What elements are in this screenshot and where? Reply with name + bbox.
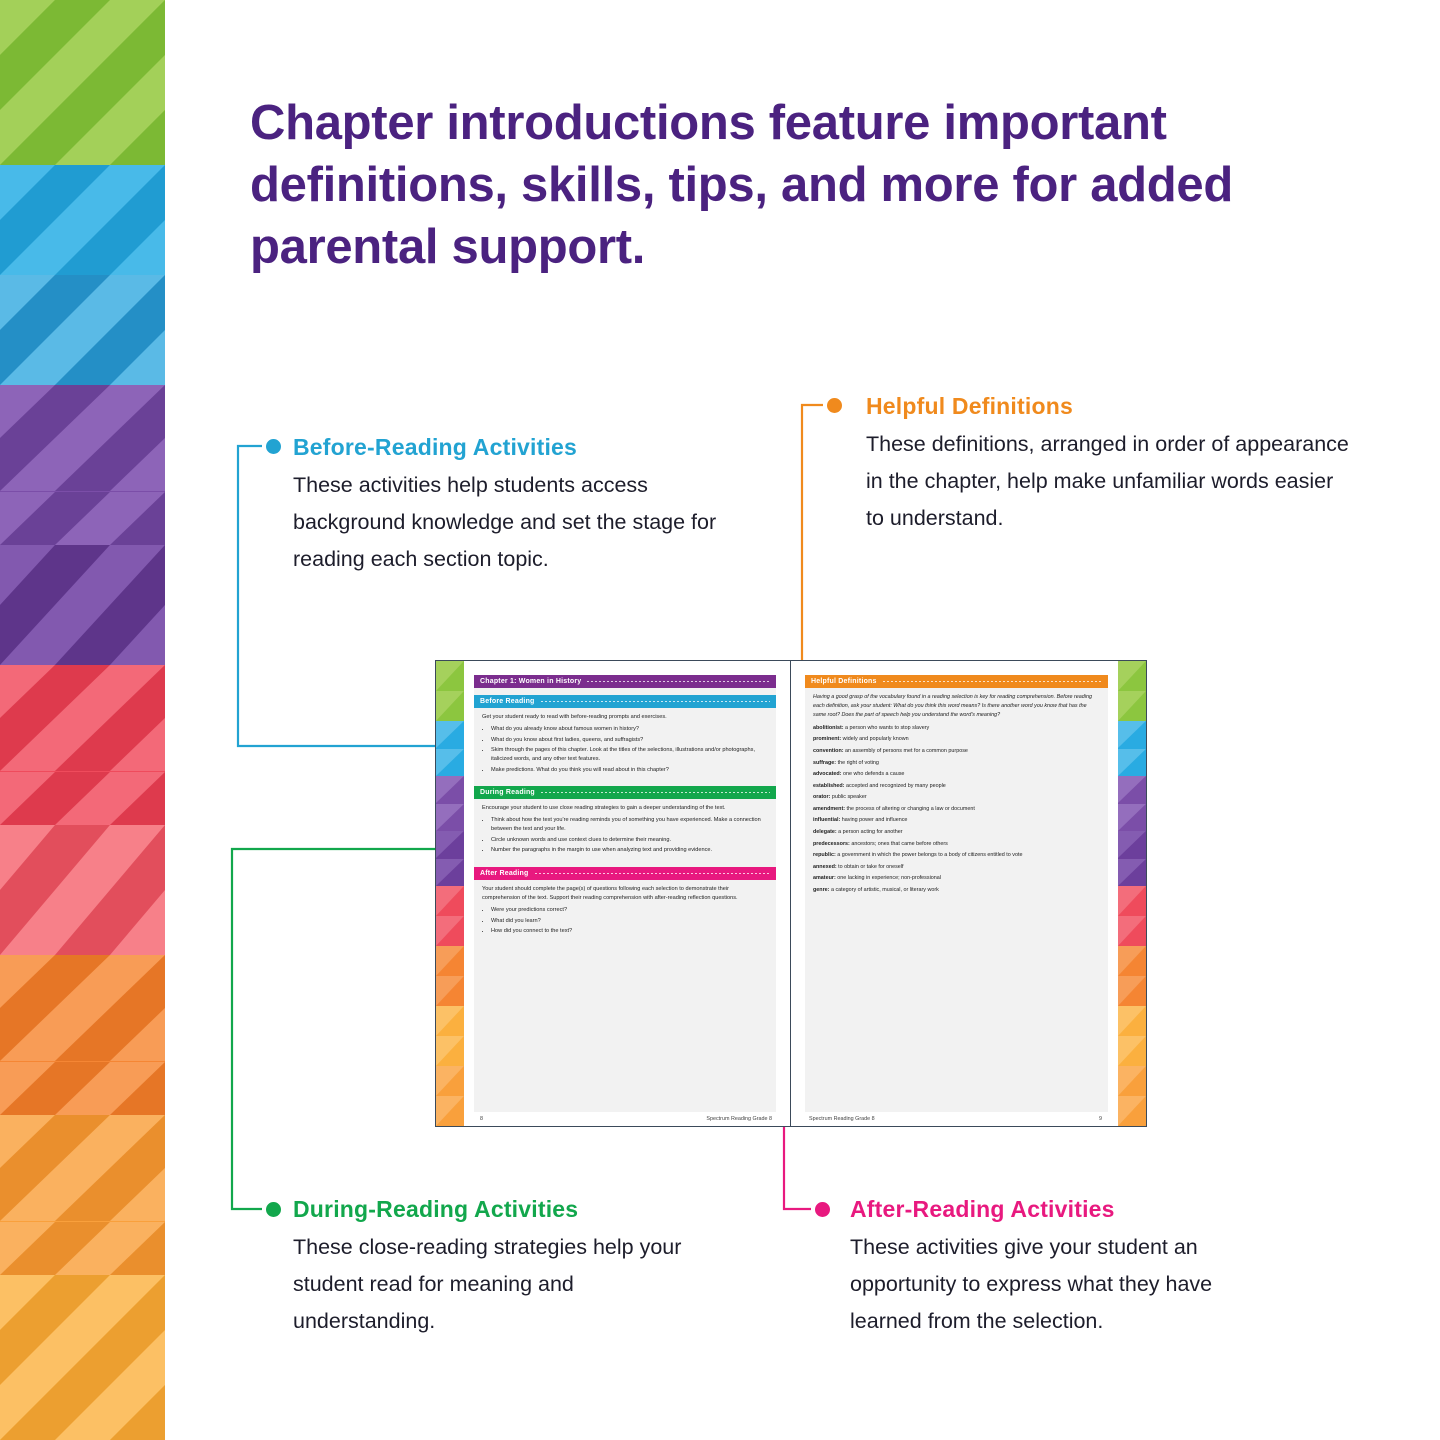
- list-item: • Make predictions. What do you think you will read about in this chapter?: [491, 766, 768, 775]
- after-reading-body: [474, 880, 776, 940]
- page-edge-segment: [1118, 776, 1146, 831]
- bar-dots: [534, 873, 771, 874]
- definition-term: abolitionist:: [813, 724, 844, 731]
- definition-item: [813, 782, 1100, 791]
- page-edge-segment: [1118, 1066, 1146, 1126]
- running-title-right: Spectrum Reading Grade 8: [809, 1116, 875, 1122]
- callout-before-reading: [293, 434, 763, 578]
- definitions-intro: Having a good grasp of the vocabulary found in a reading selection is key for reading comprehension. Before reading each definition, ask your student: What do you think this word means? Is there another word you know that has the same root? Does the part of speech help you understand the word's meaning?: [813, 694, 1092, 718]
- definition-term: convention:: [813, 748, 844, 755]
- page-edge-segment: [1118, 831, 1146, 886]
- definition-text: accepted and recognized by many people: [844, 782, 946, 789]
- definition-item: [813, 770, 1100, 779]
- definition-item: [813, 759, 1100, 768]
- page-edge-segment: [1118, 886, 1146, 946]
- callout-helpful-definitions: [866, 393, 1356, 537]
- definition-term: influential:: [813, 817, 841, 824]
- definition-term: genre:: [813, 886, 830, 893]
- list-item: • Were your predictions correct?: [491, 906, 768, 915]
- page-edge-segment: [436, 831, 464, 886]
- callout-title: Helpful Definitions: [866, 393, 1073, 419]
- page-number-right: 9: [1099, 1116, 1102, 1122]
- definition-text: one who defends a cause: [841, 771, 905, 778]
- during-reading-intro: Encourage your student to use close reading strategies to gain a deeper understanding of the text.: [482, 805, 726, 812]
- definition-term: established:: [813, 782, 845, 789]
- definition-text: a person who wants to stop slavery: [843, 724, 930, 731]
- callout-dot-during: [266, 1202, 281, 1217]
- definition-text: widely and popularly known: [841, 736, 909, 743]
- definition-text: to obtain or take for oneself: [836, 863, 904, 870]
- definitions-list: [813, 724, 1100, 895]
- list-item: • What do you know about first ladies, queens, and suffragists?: [491, 736, 768, 745]
- callout-dot-before: [266, 439, 281, 454]
- during-reading-list: [482, 816, 768, 855]
- before-reading-bar-label: Before Reading: [480, 698, 535, 705]
- bar-dots: [586, 681, 770, 682]
- definition-item: [813, 840, 1100, 849]
- definition-term: amendment:: [813, 805, 846, 812]
- callout-after-reading: [850, 1196, 1250, 1340]
- before-reading-list: [482, 725, 768, 775]
- list-item: • What do you already know about famous women in history?: [491, 725, 768, 734]
- list-item: • How did you connect to the text?: [491, 927, 768, 936]
- chapter-bar-label: Chapter 1: Women in History: [480, 678, 582, 685]
- callout-body: These close-reading strategies help your student read for meaning and understanding.: [293, 1235, 682, 1333]
- bar-dots: [540, 701, 770, 702]
- after-reading-bar: [474, 867, 776, 880]
- after-reading-bar-label: After Reading: [480, 870, 529, 878]
- page-edge-segment: [436, 661, 464, 721]
- before-reading-intro: Get your student ready to read with before-reading prompts and exercises.: [482, 714, 667, 720]
- list-item: • What did you learn?: [491, 917, 768, 926]
- page-edge-segment: [436, 886, 464, 946]
- before-reading-bar: [474, 695, 776, 708]
- definition-term: republic:: [813, 852, 836, 859]
- definition-text: a category of artistic, musical, or literary work: [829, 886, 939, 893]
- before-reading-body: [474, 708, 776, 778]
- page-edge-segment: [1118, 661, 1146, 721]
- callout-dot-helpful: [827, 398, 842, 413]
- page-edge-segment: [1118, 721, 1146, 776]
- definition-text: ancestors; ones that came before others: [849, 840, 948, 847]
- definition-item: [813, 747, 1100, 756]
- page-edge-segment: [1118, 946, 1146, 1006]
- definition-item: [813, 805, 1100, 814]
- definition-text: the process of altering or changing a law or document: [845, 805, 975, 812]
- page-edge-segment: [1118, 1006, 1146, 1066]
- list-item: • Number the paragraphs in the margin to use when analyzing text and providing evidence.: [491, 846, 768, 855]
- book-page-right: [791, 661, 1146, 1126]
- callout-title: During-Reading Activities: [293, 1196, 579, 1222]
- helpful-definitions-bar-label: Helpful Definitions: [811, 678, 877, 685]
- page-edge-segment: [436, 721, 464, 776]
- bar-dots: [882, 681, 1102, 682]
- callout-title: Before-Reading Activities: [293, 434, 578, 460]
- definitions-body: [805, 688, 1108, 899]
- definition-item: [813, 863, 1100, 872]
- definition-item: [813, 724, 1100, 733]
- callout-body: These activities help students access background knowledge and set the stage for reading each section topic.: [293, 473, 717, 571]
- list-item: • Think about how the text you're reading reminds you of something you have experienced. Make a connection between the text and your life.: [491, 816, 768, 834]
- list-item: • Skim through the pages of this chapter. Look at the titles of the selections, illustrations and/or photographs, italicized words, and any other text features.: [491, 746, 768, 764]
- after-reading-intro: Your student should complete the page(s) of questions following each selection to demonstrate their comprehension of the text. Support their reading comprehension with after-reading reflection questions.: [482, 886, 738, 902]
- definition-item: [813, 816, 1100, 825]
- page-edge-left-decoration: [436, 661, 464, 1126]
- definition-text: public speaker: [830, 794, 867, 801]
- definition-term: prominent:: [813, 736, 842, 743]
- helpful-definitions-bar: [805, 675, 1108, 688]
- definition-term: suffrage:: [813, 759, 837, 766]
- callout-during-reading: [293, 1196, 693, 1340]
- bar-dots: [540, 792, 770, 793]
- page-edge-segment: [436, 1066, 464, 1126]
- definition-item: [813, 735, 1100, 744]
- page-number-left: 8: [480, 1116, 483, 1122]
- definition-text: having power and influence: [840, 817, 908, 824]
- definition-item: [813, 828, 1100, 837]
- definition-text: the right of voting: [836, 759, 879, 766]
- definition-item: [813, 793, 1100, 802]
- page-edge-segment: [436, 776, 464, 831]
- definition-term: advocated:: [813, 771, 842, 778]
- during-reading-body: [474, 799, 776, 859]
- definition-text: a government in which the power belongs to a body of citizens entitled to vote: [835, 852, 1023, 859]
- definition-item: [813, 886, 1100, 895]
- definition-term: amateur:: [813, 875, 836, 882]
- definition-item: [813, 874, 1100, 883]
- page-title: Chapter introductions feature important definitions, skills, tips, and more for added parental support.: [250, 96, 1233, 275]
- after-reading-list: [482, 906, 768, 936]
- definition-text: an assembly of persons met for a common purpose: [843, 748, 968, 755]
- book-spread-preview: [435, 660, 1147, 1127]
- definition-term: orator:: [813, 794, 831, 801]
- definition-text: one lacking in experience; non-professional: [835, 875, 941, 882]
- page-edge-segment: [436, 1006, 464, 1066]
- callout-dot-after: [815, 1202, 830, 1217]
- definition-item: [813, 851, 1100, 860]
- page-edge-segment: [436, 946, 464, 1006]
- list-item: • Circle unknown words and use context clues to determine their meaning.: [491, 836, 768, 845]
- during-reading-bar-label: During Reading: [480, 789, 535, 797]
- page-right-content: [805, 675, 1108, 1112]
- definition-text: a person acting for another: [836, 828, 903, 835]
- page-edge-right-decoration: [1118, 661, 1146, 1126]
- callout-body: These definitions, arranged in order of appearance in the chapter, help make unfamiliar words easier to understand.: [866, 432, 1349, 530]
- definition-term: annexed:: [813, 863, 837, 870]
- running-title-left: Spectrum Reading Grade 8: [706, 1116, 772, 1122]
- definition-term: delegate:: [813, 828, 837, 835]
- book-page-left: [436, 661, 791, 1126]
- during-reading-bar: [474, 786, 776, 799]
- definition-term: predecessors:: [813, 840, 850, 847]
- chapter-bar: [474, 675, 776, 688]
- callout-title: After-Reading Activities: [850, 1196, 1115, 1222]
- page-left-content: [474, 675, 776, 1112]
- callout-body: These activities give your student an opportunity to express what they have learned from the selection.: [850, 1235, 1213, 1333]
